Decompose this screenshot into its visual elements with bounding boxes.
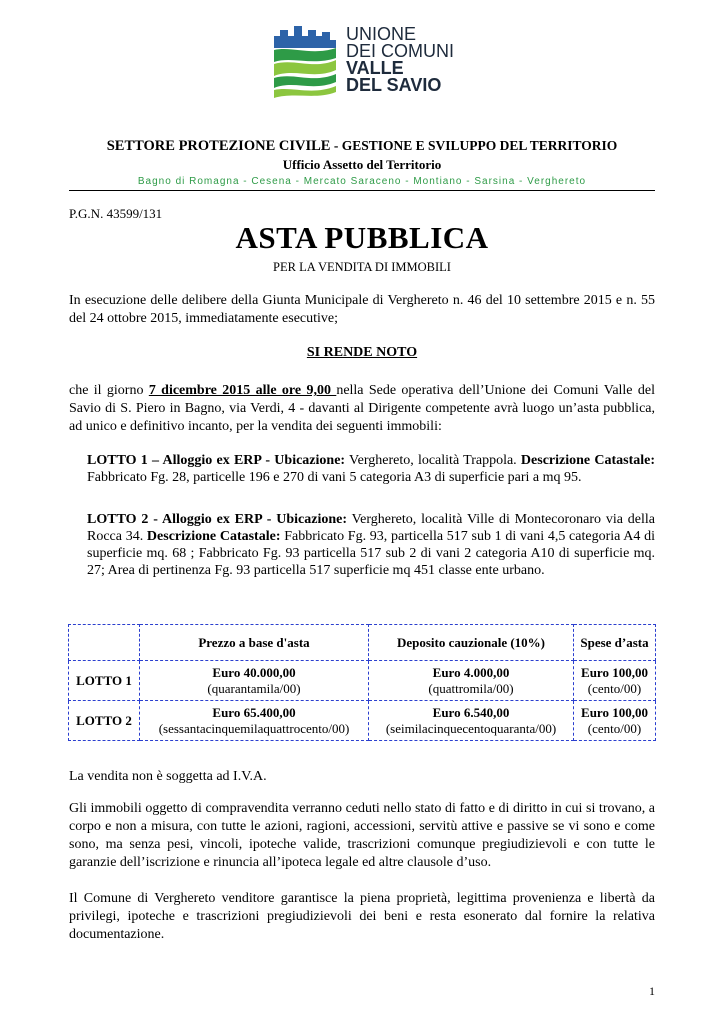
- sector-main: SETTORE PROTEZIONE CIVILE: [106, 138, 331, 154]
- table-cell: [140, 661, 369, 701]
- lotto-1-location: Verghereto, località Trappola.: [345, 453, 521, 468]
- lotto-2-desc: Fabbricato Fg. 93, particella 517 sub 1 di vani 4,5 categoria A4 di superficie mq. 68 ; Fabbricato Fg. 93 particella 517 sub 2 di vani 2 categoria A10 di superficie mq. 27; Area di pertinenza Fg. 93 particella 517 superficie mq 451 classe ente urbano.: [87, 529, 655, 578]
- valle-savio-logo-icon: [272, 26, 342, 104]
- protocol-number: P.G.N. 43599/131: [69, 206, 163, 221]
- deposit-words: (quattromila/00): [428, 680, 514, 696]
- lotto-1-desc: Fabbricato Fg. 28, particelle 196 e 270 di vani 5 categoria A3 di superficie pari a mq 95.: [87, 470, 582, 485]
- table-header-cell: Prezzo a base d'asta: [140, 625, 369, 661]
- lotto-2-location: Verghereto, località Ville di Montecoronaro via della Rocca 34.: [87, 512, 655, 544]
- iva-paragraph: La vendita non è soggetta ad I.V.A.: [69, 769, 267, 784]
- intro-paragraph: In esecuzione delle delibere della Giunta Municipale di Verghereto n. 46 del 10 settembre 2015 e n. 55 del 24 ottobre 2015, immediatamente esecutive;: [69, 293, 655, 326]
- row-label: LOTTO 2: [69, 701, 140, 741]
- si-rende-noto-heading: SI RENDE NOTO: [306, 345, 418, 360]
- immobili-paragraph: Gli immobili oggetto di compravendita verranno ceduti nello stato di fatto e di diritto in cui si trovano, a corpo e non a misura, con tutte le azioni, ragioni, accessioni, servitù attive e passive se vi sono e come sono, ma senza pesi, vincoli, ipoteche valide, trascrizioni comunque pregiudizievoli e con tutte le garanzie dell’iscrizione e rinuncia all’ipoteca legale ed altre clausole d’uso.: [69, 801, 655, 870]
- price-words: (quarantamila/00): [207, 680, 301, 696]
- row-label: LOTTO 1: [69, 661, 140, 701]
- lotto-1-head: LOTTO 1 – Alloggio ex ERP - Ubicazione:: [87, 453, 346, 468]
- table-row: [69, 701, 656, 741]
- table-cell: [369, 661, 574, 701]
- price-words: (sessantacinquemilaquattrocento/00): [158, 720, 350, 736]
- fees-words: (cento/00): [587, 680, 642, 696]
- price-table: [68, 624, 656, 741]
- table-cell: [574, 701, 656, 741]
- document-title: ASTA PUBBLICA: [235, 220, 489, 255]
- lotto-2-desc-label: Descrizione Catastale:: [146, 529, 281, 544]
- lotto-1-desc-label: Descrizione Catastale:: [520, 453, 655, 468]
- logo-line-dei-comuni: DEI COMUNI: [346, 41, 454, 61]
- table-header-cell: Deposito cauzionale (10%): [369, 625, 574, 661]
- table-header-row: [69, 625, 656, 661]
- lotto-1-description: [87, 452, 655, 486]
- deposit-words: (seimilacinquecentoquaranta/00): [385, 720, 557, 736]
- sector-sub: - GESTIONE E SVILUPPO DEL TERRITORIO: [330, 138, 618, 153]
- table-cell: [140, 701, 369, 741]
- announce-post: nella Sede operativa dell’Unione dei Comuni Valle del Savio di S. Piero in Bagno, via Verdi, 4 - davanti al Dirigente competente avrà luogo un’asta pubblica, ad unico e definitivo incanto, per la vendita dei seguenti immobili:: [69, 383, 655, 434]
- table-cell: [574, 661, 656, 701]
- comune-paragraph: Il Comune di Verghereto venditore garantisce la piena proprietà, legittima provenienza e libertà da privilegi, ipoteche e trascrizioni pregiudizievoli dei beni e resta esonerato dal fornire la relativa documentazione.: [69, 891, 655, 942]
- fees-amount: Euro 100,00: [581, 704, 648, 720]
- deposit-amount: Euro 6.540,00: [432, 704, 510, 720]
- towns-list: Bagno di Romagna - Cesena - Mercato Saraceno - Montiano - Sarsina - Verghereto: [137, 176, 587, 187]
- logo-line-valle: VALLE: [346, 58, 404, 78]
- price-amount: Euro 65.400,00: [212, 704, 296, 720]
- fees-amount: Euro 100,00: [581, 664, 648, 680]
- fees-words: (cento/00): [587, 720, 642, 736]
- union-logo: [272, 26, 472, 104]
- page-number: 1: [649, 984, 655, 998]
- logo-wordmark: [346, 26, 454, 94]
- table-header-cell: Spese d’asta: [574, 625, 656, 661]
- announce-pre: che il giorno: [69, 383, 149, 398]
- lotto-2-description: [87, 511, 655, 579]
- table-cell: [369, 701, 574, 741]
- document-subtitle: PER LA VENDITA DI IMMOBILI: [273, 260, 451, 274]
- logo-line-unione: UNIONE: [346, 24, 417, 44]
- header-divider: [69, 190, 655, 191]
- table-header-cell: [69, 625, 140, 661]
- lotto-2-head: LOTTO 2 - Alloggio ex ERP - Ubicazione:: [87, 512, 348, 527]
- auction-date: 7 dicembre 2015 alle ore 9,00: [148, 383, 337, 398]
- sector-heading: [0, 138, 724, 155]
- table-row: [69, 661, 656, 701]
- deposit-amount: Euro 4.000,00: [432, 664, 510, 680]
- announce-paragraph: [69, 382, 655, 436]
- logo-line-del-savio: DEL SAVIO: [346, 75, 442, 95]
- price-amount: Euro 40.000,00: [212, 664, 296, 680]
- office-heading: Ufficio Assetto del Territorio: [282, 157, 442, 172]
